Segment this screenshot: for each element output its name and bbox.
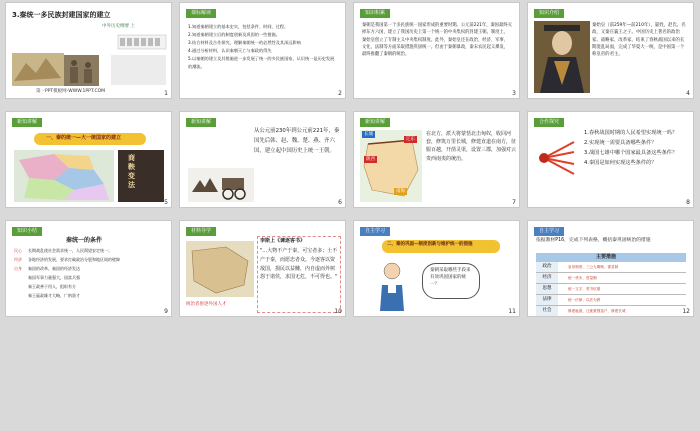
condition-value: 秦国军事力量强大，国富兵强 [28, 275, 80, 280]
body-text: 秦朝是我国第一个多民族统一国家形成的重要时期。公元前221年，秦国最终灭掉东方六国，建立了我国历史上第一个统一的中央集权的封建王朝。制度上，秦始皇创立了专制主义中央集权制度。此外，秦始皇还在政治、经济、军事、文化、法制等方面采取措施巩固统一。但由于秦朝暴政，秦末农民起义爆发，最终推翻了秦朝的统治。 [362, 23, 512, 58]
table-cell-key: 法律 [536, 295, 558, 305]
measures-table [536, 262, 686, 316]
section-banner-text: 一、秦的统一—大一统国家的建立 [46, 135, 122, 141]
longxi-label: 陇西 [366, 157, 375, 162]
slide-thumbnail-11[interactable] [354, 221, 519, 316]
slide-thumbnail-12[interactable] [528, 221, 693, 316]
discussion-questions [584, 130, 689, 167]
question-item: 1.春秋战国时期的人民希望实现统一吗？ [584, 130, 678, 136]
slide-thumbnail-8[interactable] [528, 112, 693, 207]
quote-text: "…大物不产于秦，可宝者多；士不产于秦，而愿忠者众。今逐客以资敌国，损民以益雠，内自虚而外树怨于诸侯，求国无危，不可得也。" [260, 248, 338, 281]
warring-states-map [14, 150, 114, 202]
section-tag: 新知讲解 [12, 118, 42, 127]
condition-value: 秦王政善于用人，组织有方 [28, 284, 76, 289]
great-wall-label: 长城 [364, 132, 373, 137]
objective-item: 4.通过分析材料，认识秦朝灭亡与秦政的得失 [188, 48, 272, 53]
slide-thumbnail-3[interactable] [354, 3, 519, 98]
section-tag: 知识小结 [12, 227, 42, 236]
condition-value: 秦王嬴政雄才大略，广纳贤才 [28, 293, 80, 298]
bronze-chariot-image [188, 168, 254, 202]
slide-number: 8 [686, 199, 690, 206]
bio-text: 秦始皇（前259年—前210年），嬴姓，赵氏，名政，又秦庄襄王之子。中国历史上著名的政治家、战略家、改革家，结束了春秋战国以来的长期混乱局面，完成了华夏大一统，是中国第一个称皇帝的君主。 [592, 23, 686, 58]
frontier-text: 在北方，派大将蒙恬北击匈奴，收回河套，修筑万里长城，修建直道在南方，征服百越，开凿灵渠，设置三郡，加强对云贵西南夷的统治。 [426, 131, 517, 162]
table-cell-key: 社会 [536, 306, 558, 316]
slide-number: 1 [164, 90, 168, 97]
thinking-person-icon [374, 261, 410, 311]
table-row [536, 306, 686, 316]
slide-number: 12 [682, 308, 690, 315]
slide-number: 4 [686, 90, 690, 97]
section-tag: 自主学习 [360, 227, 390, 236]
table-row [536, 273, 686, 284]
slide-thumbnail-5[interactable] [6, 112, 171, 207]
slide-number: 2 [338, 90, 342, 97]
summary-title: 秦统一的条件 [66, 237, 103, 244]
connected-arrows-graphic [534, 136, 580, 180]
slide-thumbnail-1[interactable] [6, 3, 171, 98]
unification-text: 从公元前230年到公元前221年，秦国先后韩、赵、魏、楚、燕、齐六国，建立起中国历史上统一王朝。 [254, 128, 340, 154]
question-item: 4.秦国是如何实现这些条件的？ [584, 160, 657, 166]
qin-map-image [186, 241, 254, 297]
question-item: 2.实现统一需要具备哪些条件？ [584, 140, 657, 146]
speech-bubble-text: 秦朝采取哪些手段来有效巩固国家的统一？ [430, 268, 471, 287]
map-caption: 统治者驱逐外国人才 [186, 302, 227, 307]
table-cell-value: 统一货币、度量衡 [568, 276, 597, 280]
section-tag: 合作探究 [534, 118, 564, 127]
conditions-list [14, 246, 166, 300]
table-cell-value: 统一法律、以法为教 [568, 298, 601, 302]
section-tag: 自主学习 [534, 227, 564, 236]
section-tag: 知识积累 [360, 9, 390, 18]
objective-item: 2.知道秦朝建立后的制度创新及巩固的一些措施。 [188, 32, 280, 37]
shangyang-reform-book [118, 150, 164, 202]
objective-item: 1.知道秦朝建立的基本史实，包括条件、时间、过程。 [188, 24, 289, 29]
lesson-title: 3.秦统一多民族封建国家的建立 [12, 11, 111, 19]
table-row [536, 284, 686, 295]
table-cell-key: 政治 [536, 262, 558, 272]
condition-key: 自身 [14, 266, 22, 271]
slide-thumbnail-6[interactable] [180, 112, 345, 207]
section-banner-text: 二、秦的巩固—制度创新与维护统一的措施 [387, 242, 473, 247]
slide-number: 6 [338, 199, 342, 206]
table-cell-key: 经济 [536, 273, 558, 283]
slide-number: 5 [164, 199, 168, 206]
slide-thumbnail-2[interactable] [180, 3, 345, 98]
section-tag: 新知讲解 [360, 118, 390, 127]
section-tag: 知识介绍 [534, 9, 564, 18]
slide-number: 10 [334, 308, 342, 315]
table-cell-value: 修建驰道、迁徙豪强富户、修建长城 [568, 309, 626, 313]
slide-thumbnail-7[interactable] [354, 112, 519, 207]
nanhai-label: 南海 [396, 189, 405, 194]
condition-value: 秦国的改革，秦国的经济发达 [28, 266, 80, 271]
table-intro: 依据教材P16，完成下列表格，概括秦巩固统治的措施 [536, 238, 651, 243]
table-row [536, 295, 686, 306]
footer-watermark: 第一PPT模板网-WWW.1PPT.COM [36, 89, 106, 94]
section-tag: 新知讲解 [186, 118, 216, 127]
book-title: 商鞅变法 [128, 154, 135, 189]
table-cell-value: 统一文字、焚书坑儒 [568, 287, 601, 291]
table-header-text: 主要措施 [596, 254, 617, 260]
table-cell-key: 思想 [536, 284, 558, 294]
condition-value: 长期战乱使社会需求统一，人民渴望安定统一； [28, 248, 112, 253]
slide-number: 7 [512, 199, 516, 206]
section-tag: 材料导学 [186, 227, 216, 236]
emperor-portrait [534, 21, 590, 93]
slide-thumbnail-10[interactable] [180, 221, 345, 316]
condition-value: 各地经济的发展，要求打破政治分裂和地区间的壁障 [28, 257, 120, 262]
slide-number: 3 [512, 90, 516, 97]
table-row [536, 262, 686, 273]
table-cell-value: 皇帝制度、三公九卿制、郡县制 [568, 265, 619, 269]
objective-item: 5.以秦朝的建立及其措施进一步发展了统一的多民族国家，认识统一是历史发展的潮流。 [188, 56, 335, 69]
slide-number: 9 [164, 308, 168, 315]
liaodong-label: 辽东 [406, 137, 415, 142]
slide-number: 11 [508, 308, 516, 315]
quote-title: 李斯上《谏逐客书》 [260, 238, 306, 244]
question-item: 3.战国七雄中哪个国家最具备这些条件？ [584, 150, 678, 156]
objective-item: 3.结合材料及合作探究，理解秦朝统一的必然性及其深远影响 [188, 40, 301, 45]
slide-thumbnail-9[interactable] [6, 221, 171, 316]
condition-key: 民心 [14, 248, 22, 253]
objective-list [188, 23, 338, 71]
lesson-subtitle: 中外历史纲要 上 [102, 24, 135, 29]
section-tag: 课标解读 [186, 9, 216, 18]
slide-thumbnail-4[interactable] [528, 3, 693, 98]
condition-key: 经济 [14, 257, 22, 262]
